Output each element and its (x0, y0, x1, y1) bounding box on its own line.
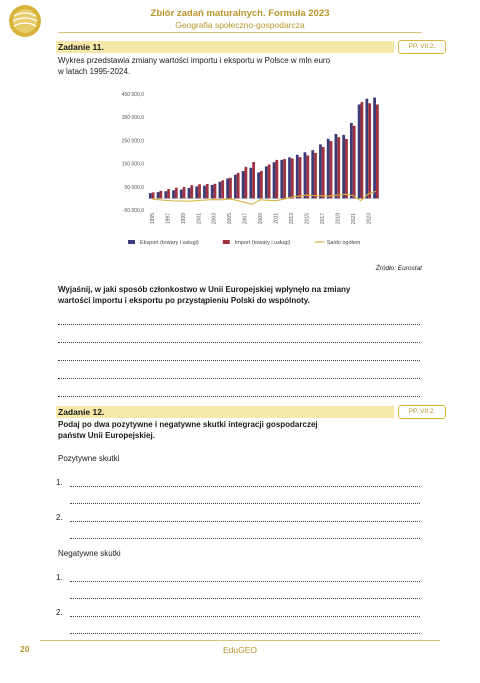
y-tick-label: 250 000,0 (121, 138, 144, 145)
export-bar (335, 134, 338, 198)
answer-line[interactable] (70, 633, 420, 634)
legend-entry: Saldo ogółem (326, 240, 361, 246)
import-bar (245, 167, 248, 199)
answer-line[interactable] (70, 521, 420, 522)
import-bar (175, 188, 178, 199)
x-tick-label: 2011 (273, 213, 280, 224)
export-bar (149, 193, 152, 198)
x-tick-label: 2023 (366, 213, 373, 225)
import-bar (275, 160, 278, 199)
task-12-label: Zadanie 12. (56, 406, 394, 418)
task-12-tag: PP. VII.2. (398, 405, 446, 419)
import-bar (198, 184, 201, 198)
task-11-intro-line1: Wykres przedstawia zmiany wartości importu i eksportu w Polsce w mln euro (58, 56, 331, 65)
import-bar (330, 141, 333, 198)
import-bar (260, 171, 263, 198)
export-bar (234, 175, 237, 199)
x-tick-label: 2007 (242, 213, 249, 225)
footer-divider (40, 640, 440, 641)
task-12-question-line1: Podaj po dwa pozytywne i negatywne skutki integracji gospodarczej (58, 420, 318, 429)
export-bar (203, 186, 206, 199)
x-tick-label: 1999 (180, 213, 187, 225)
x-tick-label: 2009 (258, 213, 265, 225)
answer-line[interactable] (58, 378, 420, 379)
task-11-question-line1: Wyjaśnij, w jaki sposób członkostwo w Unii Europejskiej wpłynęło na zmiany (58, 285, 351, 294)
export-bar (172, 190, 175, 198)
answer-line[interactable] (58, 342, 420, 343)
export-bar (311, 150, 314, 198)
negative-item-2-number: 2. (56, 608, 63, 617)
positive-item-2-number: 2. (56, 513, 63, 522)
positive-effects-label: Pozytywne skutki (58, 454, 120, 463)
import-bar (221, 180, 224, 198)
answer-line[interactable] (70, 581, 420, 582)
export-bar (157, 192, 160, 198)
export-bar (164, 191, 167, 198)
export-bar (188, 188, 191, 198)
y-tick-label: 450 000,0 (121, 92, 144, 98)
export-bar (257, 172, 260, 198)
task-11-question-line2: wartości importu i eksportu po przystąpieniu Polski do wspólnoty. (58, 296, 310, 305)
import-bar (167, 189, 170, 198)
x-tick-label: 2015 (304, 213, 311, 225)
positive-item-1-number: 1. (56, 478, 63, 487)
import-bar (299, 157, 302, 198)
export-bar (327, 139, 330, 199)
y-tick-label: 50 000,0 (124, 184, 144, 191)
x-tick-label: 1997 (165, 213, 172, 225)
task-12-question-line2: państw Unii Europejskiej. (58, 431, 155, 440)
export-bar (211, 185, 214, 198)
import-bar (345, 139, 348, 198)
import-bar (314, 153, 317, 198)
x-tick-label: 1995 (149, 213, 156, 225)
import-bar (214, 184, 217, 199)
import-bar (353, 126, 356, 199)
y-tick-label: 350 000,0 (121, 115, 144, 122)
negative-effects-label: Negatywne skutki (58, 549, 121, 558)
trade-chart (100, 88, 390, 258)
footer-brand: EduGEO (222, 645, 258, 655)
import-bar (252, 162, 255, 198)
export-bar (242, 171, 245, 198)
x-tick-label: 2017 (320, 213, 326, 225)
answer-line[interactable] (70, 503, 420, 504)
book-title: Zbiór zadań maturalnych. Formuła 2023 (150, 8, 330, 19)
x-tick-label: 2013 (289, 213, 296, 225)
header-divider (58, 32, 422, 33)
export-bar (358, 104, 361, 198)
export-bar (296, 155, 299, 199)
import-bar (306, 155, 309, 198)
import-bar (229, 178, 232, 199)
export-bar (365, 99, 368, 199)
negative-item-1-number: 1. (56, 573, 63, 582)
export-bar (273, 162, 276, 198)
export-bar (288, 157, 291, 198)
answer-line[interactable] (70, 486, 420, 487)
export-bar (249, 168, 252, 199)
import-bar (268, 165, 271, 199)
x-tick-label: 2001 (196, 213, 203, 225)
import-bar (183, 187, 186, 198)
import-bar (322, 147, 325, 199)
import-bar (368, 103, 371, 198)
task-11-tag: PP. VII.2. (398, 40, 446, 54)
import-bar (159, 191, 162, 199)
import-bar (376, 104, 379, 198)
export-bar (304, 152, 307, 198)
book-subtitle: Geografia społeczno-gospodarcza (175, 20, 305, 30)
answer-line[interactable] (70, 538, 420, 539)
legend-entry: Eksport (towary i usługi) (140, 240, 199, 246)
import-bar (190, 185, 193, 198)
export-bar (219, 182, 222, 199)
export-bar (226, 178, 229, 198)
task-11-intro-line2: w latach 1995-2024. (58, 67, 131, 76)
import-bar (152, 192, 155, 198)
import-bar (361, 102, 364, 198)
import-bar (291, 158, 294, 198)
x-tick-label: 2019 (335, 213, 342, 225)
import-bar (283, 159, 286, 198)
import-bar (237, 173, 240, 199)
answer-line[interactable] (58, 396, 420, 397)
page-number: 20 (20, 644, 30, 654)
chart-source: Źródło: Eurostat (375, 265, 422, 272)
x-tick-label: 2005 (227, 213, 234, 225)
answer-line[interactable] (58, 324, 420, 325)
export-bar (373, 97, 376, 198)
import-bar (337, 137, 340, 198)
import-bar (206, 184, 209, 198)
task-11-label: Zadanie 11. (56, 41, 394, 53)
export-bar (195, 186, 198, 198)
export-bar (280, 160, 283, 199)
answer-line[interactable] (70, 598, 420, 599)
legend-entry: Import (towary i usługi) (234, 240, 291, 246)
answer-line[interactable] (70, 616, 420, 617)
x-tick-label: 2003 (211, 213, 218, 225)
x-tick-label: 2021 (350, 213, 357, 225)
y-tick-label: -50 000,0 (122, 208, 144, 214)
export-bar (350, 123, 353, 198)
export-bar (342, 135, 345, 199)
export-bar (180, 190, 183, 199)
y-tick-label: 150 000,0 (121, 161, 144, 168)
legend-swatch (128, 240, 135, 244)
answer-line[interactable] (58, 360, 420, 361)
export-bar (319, 144, 322, 198)
export-bar (265, 166, 268, 198)
legend-swatch (223, 240, 230, 244)
